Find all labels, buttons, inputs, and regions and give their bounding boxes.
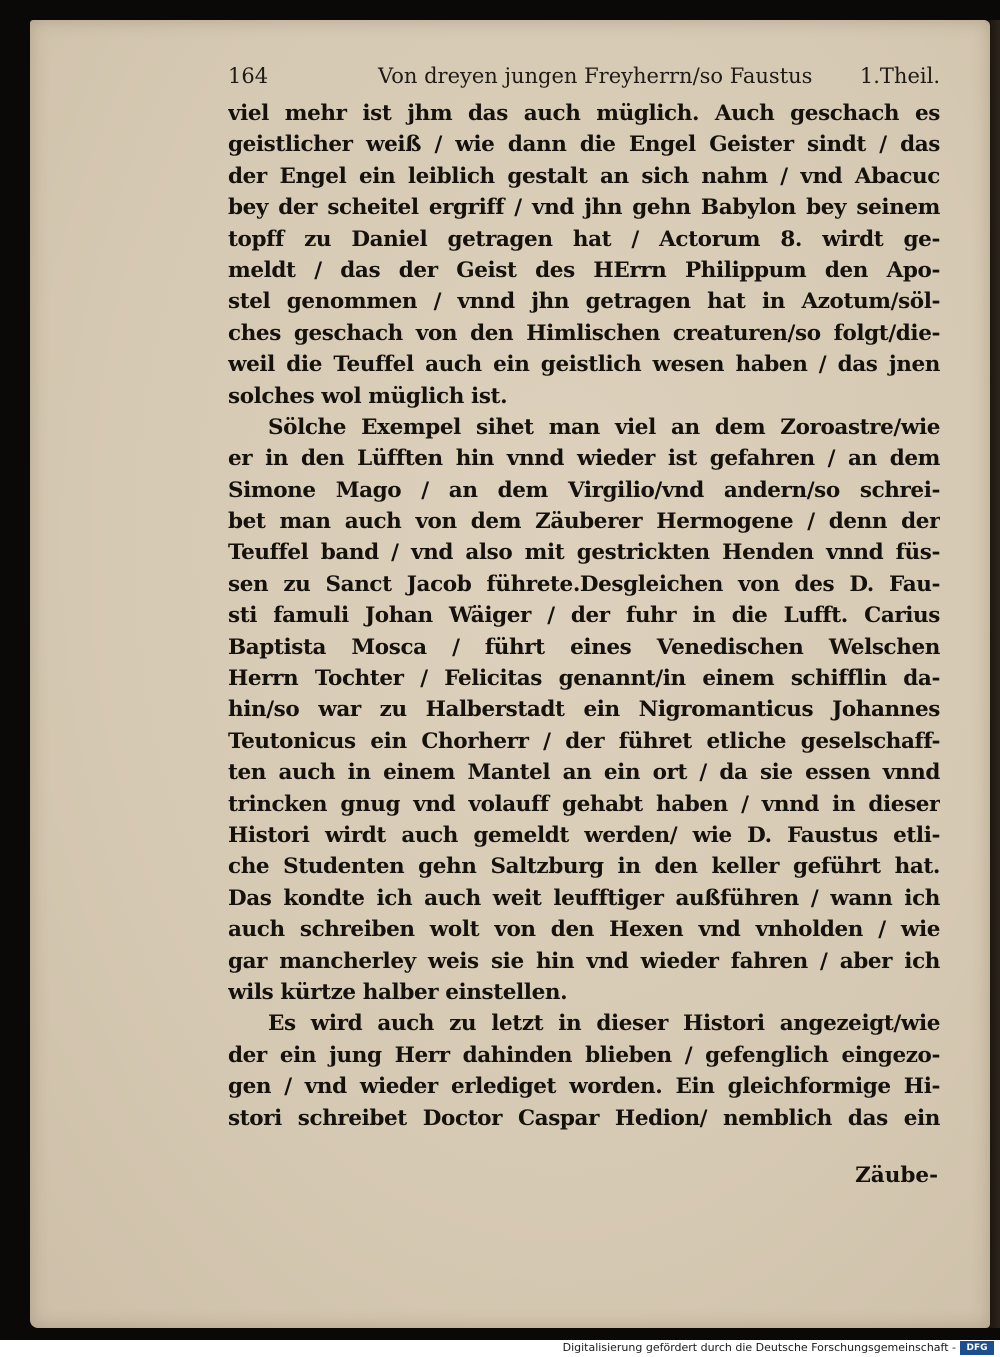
text-line: Teuffel band / vnd also mit gestrickten Henden vnnd füs- (228, 540, 940, 566)
text-line: gar mancherley weis sie hin vnd wieder fahren / aber ich (228, 948, 940, 974)
text-line: er in den Lüfften hin vnnd wieder ist gefahren / an dem (228, 446, 940, 472)
text-line: weil die Teuffel auch ein geistlich wesen haben / das jnen (228, 352, 940, 378)
text-line: topff zu Daniel getragen hat / Actorum 8. wirdt ge- (228, 226, 940, 252)
text-line: gen / vnd wieder erlediget worden. Ein gleichformige Hi- (228, 1074, 940, 1100)
text-line: der Engel ein leiblich gestalt an sich nahm / vnd Abacuc (228, 163, 940, 189)
text-line: Teutonicus ein Chorherr / der führet etliche geselschaff- (228, 728, 940, 754)
text-line: Histori wirdt auch gemeldt werden/ wie D. Faustus etli- (228, 822, 940, 848)
text-line: geistlicher weiß / wie dann die Engel Geister sindt / das (228, 132, 940, 158)
text-line: der ein jung Herr dahinden blieben / gefenglich eingezo- (228, 1042, 940, 1068)
text-line: bet man auch von dem Zäuberer Hermogene / denn der (228, 509, 940, 535)
text-line: che Studenten gehn Saltzburg in den keller geführt hat. (228, 854, 940, 880)
section-label: 1.Theil. (859, 64, 940, 88)
page-header (228, 64, 940, 98)
text-line: meldt / das der Geist des HErrn Philippum den Apo- (228, 257, 940, 283)
text-line: stel genommen / vnnd jhn getragen hat in Azotum/söl- (228, 289, 940, 315)
text-line: bey der scheitel ergriff / vnd jhn gehn Babylon bey seinem (228, 195, 940, 221)
text-line: stori schreibet Doctor Caspar Hedion/ nemblich das ein (228, 1105, 940, 1131)
page-number: 164 (228, 64, 269, 88)
text-line: wils kürtze halber einstellen. (228, 979, 568, 1005)
running-title: Von dreyen jungen Freyherrn/so Faustus (378, 64, 813, 88)
text-line: Sölche Exempel sihet man viel an dem Zoroastre/wie (268, 414, 940, 440)
text-line: Simone Mago / an dem Virgilio/vnd andern/so schrei- (228, 477, 940, 503)
catchword: Zäube- (855, 1163, 938, 1188)
text-line: sti famuli Johan Wäiger / der fuhr in die Lufft. Carius (228, 603, 940, 629)
text-line: sen zu Sanct Jacob führete.Desgleichen von des D. Fau- (228, 571, 940, 597)
footer-bar (0, 1340, 1000, 1357)
text-line: viel mehr ist jhm das auch müglich. Auch geschach es (228, 101, 940, 126)
text-line: ten auch in einem Mantel an ein ort / da sie essen vnnd (228, 760, 940, 786)
text-line: Herrn Tochter / Felicitas genannt/in einem schifflin da- (228, 666, 940, 692)
text-line: auch schreiben wolt von den Hexen vnd vnholden / wie (228, 917, 940, 943)
body-text (228, 98, 940, 1134)
text-line: solches wol müglich ist. (228, 383, 508, 409)
text-line: Es wird auch zu letzt in dieser Histori angezeigt/wie (268, 1011, 940, 1037)
funding-note: Digitalisierung gefördert durch die Deutsche Forschungsgemeinschaft - (562, 1341, 956, 1354)
text-line: trincken gnug vnd volauff gehabt haben / vnnd in dieser (228, 791, 940, 817)
dfg-logo[interactable]: DFG (960, 1341, 994, 1355)
text-line: Das kondte ich auch weit leufftiger außführen / wann ich (228, 885, 940, 911)
text-line: hin/so war zu Halberstadt ein Nigromanticus Johannes (228, 697, 940, 723)
text-line: ches geschach von den Himlischen creaturen/so folgt/die- (228, 320, 940, 346)
text-line: Baptista Mosca / führt eines Venedischen Welschen (228, 634, 940, 660)
